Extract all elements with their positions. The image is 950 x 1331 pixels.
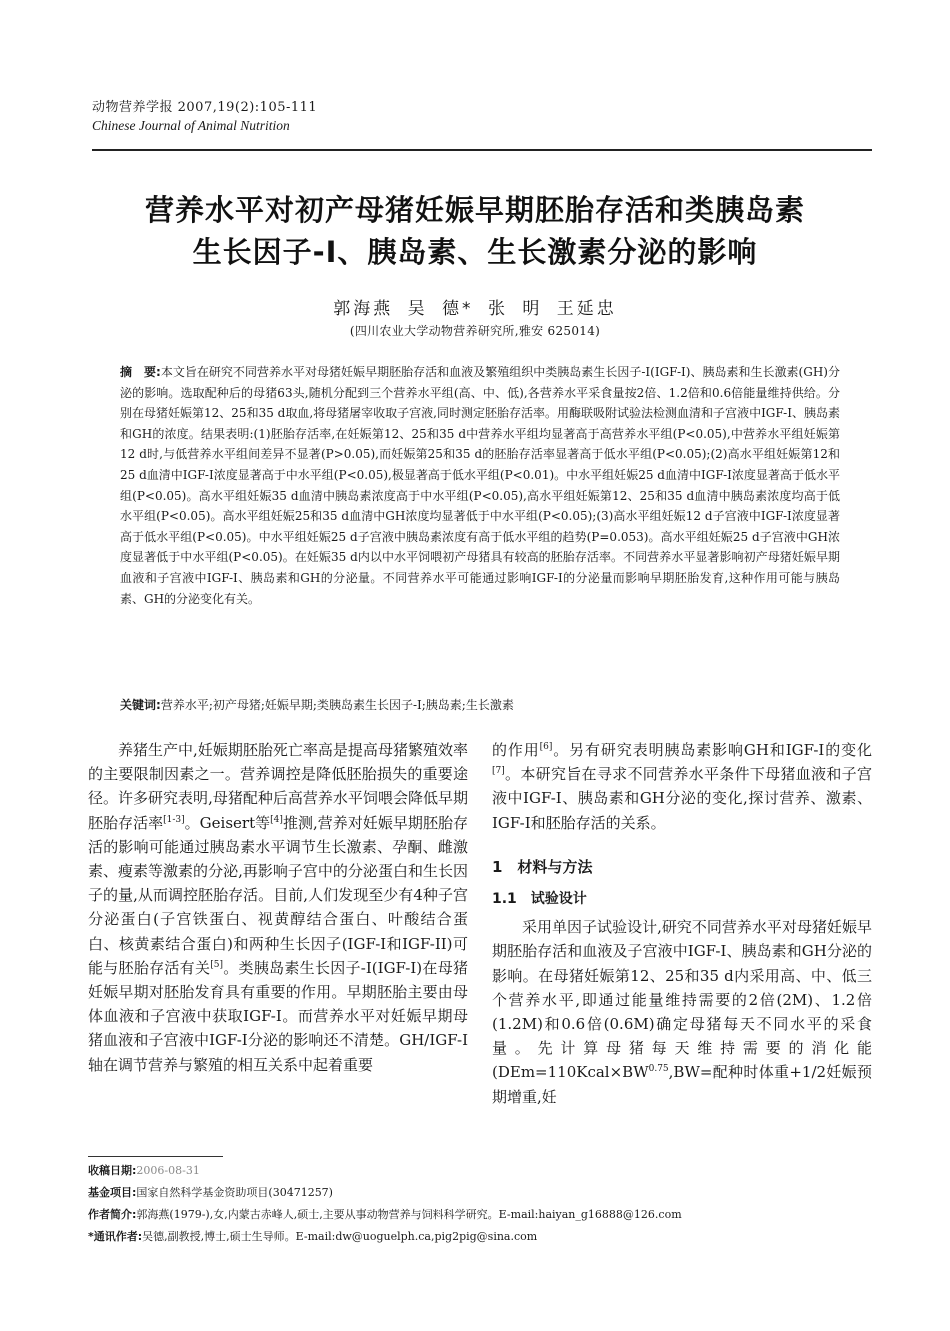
journal-name-en: Chinese Journal of Animal Nutrition [92,118,290,133]
citation-1-3: [1-3] [163,814,185,825]
design-text-1: 采用单因子试验设计,研究不同营养水平对母猪妊娠早期胚胎存活和血液及子宫液中IGF-I、胰岛素和GH分泌的影响。在母猪妊娠第12、25和35 d内采用高、中、低三个营养水平,即通过能量维持需要的2倍(2M)、1.2倍(1.2M)和0.6倍(0.6M)确定母猪每天不同水平的采食量。先计算母猪每天维持需要的消化能(DEm=110Kcal×BW [492,918,872,1082]
exponent: 0.75 [648,1064,669,1075]
affiliation: (四川农业大学动物营养研究所,雅安 625014) [349,324,601,338]
citation-6: [6] [539,742,553,752]
author-list: 郭海燕 吴 德* 张 明 王延忠 [333,299,617,319]
article-title-line-2: 生长因子-I、胰岛素、生长激素分泌的影响 [192,235,758,269]
section-heading-1-1: 1.1 试验设计 [492,891,587,908]
intro-paragraph-cont [492,738,872,835]
intro-cont-text-3: 。本研究旨在寻求不同营养水平条件下母猪血液和子宫液中IGF-I、胰岛素和GH分泌的变化,探讨营养、激素、IGF-I和胚胎存活的关系。 [492,765,872,832]
keywords [120,696,840,714]
abstract-label: 摘 要: [120,365,161,379]
body-column-left [88,738,468,1077]
intro-text-3: 推测,营养对妊娠早期胚胎存活的影响可能通过胰岛素水平调节生长激素、孕酮、雌激素、瘦素等激素的分泌,再影响子宫中的分泌蛋白和生长因子的量,从而调控胚胎存活。目前,人们发现至少有4种子宫分泌蛋白(子宫铁蛋白、视黄醇结合蛋白、叶酸结合蛋白、核黄素结合蛋白)和两种生长因子(IGF-I和IGF-II)可能与胚胎存活有关 [88,813,468,977]
correspondence-value: 吴德,副教授,博士,硕士生导师。E-mail:dw@uoguelph.ca,pig2pig@sina.com [142,1230,538,1243]
design-paragraph [492,915,872,1109]
footnote-divider [88,1156,223,1157]
intro-cont-text-1: 的作用 [492,741,540,759]
received-date: 2006-08-31 [136,1164,200,1177]
fund-value: 国家自然科学基金资助项目(30471257) [136,1186,333,1199]
header-divider [92,149,872,151]
intro-paragraph [88,738,468,1077]
article-title-line-1: 营养水平对初产母猪妊娠早期胚胎存活和类胰岛素 [144,193,805,227]
fund-label: 基金项目: [88,1186,137,1199]
author-bio-label: 作者简介: [88,1208,137,1221]
section-heading-1: 1 材料与方法 [492,857,593,876]
journal-citation-cn: 动物营养学报 2007,19(2):105-111 [92,100,318,115]
footnote-author [88,1204,878,1226]
keywords-text: 营养水平;初产母猪;妊娠早期;类胰岛素生长因子-I;胰岛素;生长激素 [160,698,514,712]
citation-7: [7] [492,766,505,777]
footnote-fund [88,1182,878,1204]
abstract-text: 本文旨在研究不同营养水平对母猪妊娠早期胚胎存活和血液及繁殖组织中类胰岛素生长因子-I(IGF-I)、胰岛素和生长激素(GH)分泌的影响。选取配种后的母猪63头,随机分配到三个营养水平组(高、中、低),各营养水平采食量按2倍、1.2倍和0.6倍能量维持供给。分别在母猪妊娠第12、25和35 d取血,将母猪屠宰收取子宫液,同时测定胚胎存活率。用酶联吸附试验法检测血清和子宫液中IGF-I、胰岛素和GH的浓度。结果表明:(1)胚胎存活率,在妊娠第12、25和35 d中营养水平组均显著高于高营养水平组(P<0.05),中营养水平组妊娠第12 d时,与低营养水平组间差异不显著(P>0.05),而妊娠第25和35 d的胚胎存活率显著高于低水平组(P<0.05);(2)高水平组妊娠第12和25 d血清中IGF-I浓度显著高于中水平组(P<0.05),极显著高于低水平组(P<0.01)。中水平组妊娠25 d血清中IGF-I浓度显著高于低水平组(P<0.05)。高水平组妊娠35 d血清中胰岛素浓度高于中水平组(P<0.05),高水平组妊娠第12、25和35 d血清中胰岛素浓度均高于低水平组(P<0.05)。高水平组妊娠25和35 d血清中GH浓度均显著低于中水平组(P<0.05);(3)高水平组妊娠12 d子宫液中IGF-I浓度显著高于低水平组(P<0.05)。中水平组妊娠25 d子宫液中胰岛素浓度有高于低水平组的趋势(P=0.053)。高水平组妊娠25 d子宫液中GH浓度显著低于中水平组(P<0.05)。在妊娠35 d内以中水平饲喂初产母猪具有较高的胚胎存活率。不同营养水平显著影响初产母猪妊娠早期血液和子宫液中IGF-I、胰岛素和GH的分泌量。不同营养水平可能通过影响IGF-I的分泌量而影响早期胚胎发育,这种作用可能与胰岛素、GH的分泌变化有关。 [120,365,840,606]
footnotes [88,1160,878,1248]
citation-5: [5] [210,959,223,970]
design-text-2: ,BW=配种时体重+1/2妊娠预期增重,妊 [492,1063,872,1106]
intro-text-4: 。类胰岛素生长因子-I(IGF-I)在母猪妊娠早期对胚胎发育具有重要的作用。早期胚胎主要由母体血液和子宫液中获取IGF-I。而营养水平对妊娠早期母猪血液和子宫液中IGF-I分泌的影响还不清楚。GH/IGF-I轴在调节营养与繁殖的相互关系中起着重要 [88,958,468,1074]
intro-text-1: 养猪生产中,妊娠期胚胎死亡率高是提高母猪繁殖效率的主要限制因素之一。营养调控是降低胚胎损失的重要途径。许多研究表明,母猪配种后高营养水平饲喂会降低早期胚胎存活率 [88,741,468,832]
received-label: 收稿日期: [88,1164,137,1177]
body-column-right [492,738,872,1109]
intro-cont-text-2: 。另有研究表明胰岛素影响GH和IGF-I的变化 [552,741,872,759]
intro-text-2: 。Geisert等 [184,813,271,832]
keywords-label: 关键词: [120,698,161,712]
author-bio-value: 郭海燕(1979-),女,内蒙古赤峰人,硕士,主要从事动物营养与饲料科学研究。E-mail:haiyan_g16888@126.com [136,1208,682,1221]
footnote-received [88,1160,878,1182]
footnote-correspondence [88,1226,878,1248]
correspondence-label: *通讯作者: [88,1230,143,1243]
citation-4: [4] [270,814,283,825]
abstract [120,362,840,609]
